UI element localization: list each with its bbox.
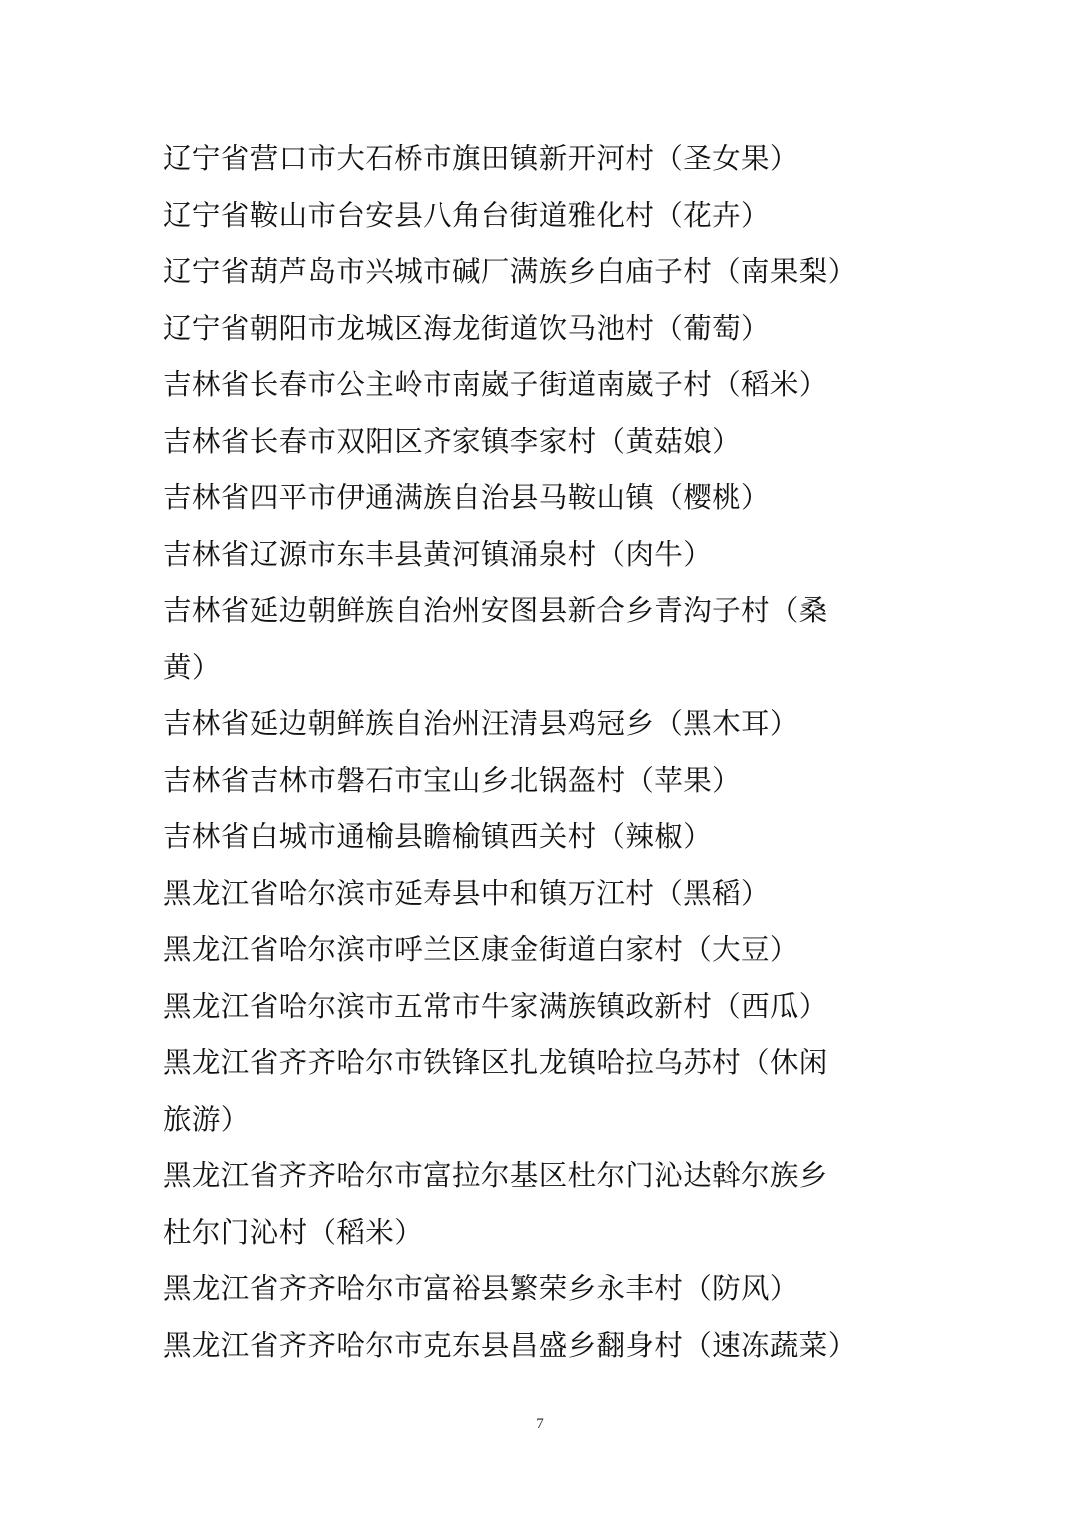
list-item: 吉林省吉林市磐石市宝山乡北锅盔村（苹果） [163,763,742,797]
list-item: 黑龙江省齐齐哈尔市铁锋区扎龙镇哈拉乌苏村（休闲旅游） [163,1046,828,1136]
list-item: 吉林省延边朝鲜族自治州汪清县鸡冠乡（黑木耳） [163,707,799,740]
list-item: 吉林省长春市公主岭市南崴子街道南崴子村（稻米） [163,368,828,401]
list-item: 辽宁省营口市大石桥市旗田镇新开河村（圣女果） [163,142,799,175]
village-list [163,131,857,1374]
list-item: 黑龙江省齐齐哈尔市富裕县繁荣乡永丰村（防风） [163,1272,799,1305]
list-item: 吉林省长春市双阳区齐家镇李家村（黄菇娘） [163,424,742,458]
list-item: 吉林省四平市伊通满族自治县马鞍山镇（樱桃） [163,481,770,514]
page-number: 7 [536,1416,544,1432]
list-item: 辽宁省葫芦岛市兴城市碱厂满族乡白庙子村（南果梨） [163,255,857,288]
list-item: 黑龙江省齐齐哈尔市克东县昌盛乡翻身村（速冻蔬菜） [163,1328,857,1362]
list-item: 黑龙江省哈尔滨市延寿县中和镇万江村（黑稻） [163,876,770,910]
list-item: 辽宁省朝阳市龙城区海龙街道饮马池村（葡萄） [163,311,770,345]
list-item: 黑龙江省齐齐哈尔市富拉尔基区杜尔门沁达斡尔族乡杜尔门沁村（稻米） [163,1159,828,1249]
list-item: 吉林省白城市通榆县瞻榆镇西关村（辣椒） [163,820,713,853]
list-item: 黑龙江省哈尔滨市五常市牛家满族镇政新村（西瓜） [163,989,828,1023]
list-item: 黑龙江省哈尔滨市呼兰区康金街道白家村（大豆） [163,933,799,966]
list-item: 吉林省延边朝鲜族自治州安图县新合乡青沟子村（桑黄） [163,594,828,684]
list-item: 辽宁省鞍山市台安县八角台街道雅化村（花卉） [163,198,770,232]
list-item: 吉林省辽源市东丰县黄河镇涌泉村（肉牛） [163,537,713,571]
